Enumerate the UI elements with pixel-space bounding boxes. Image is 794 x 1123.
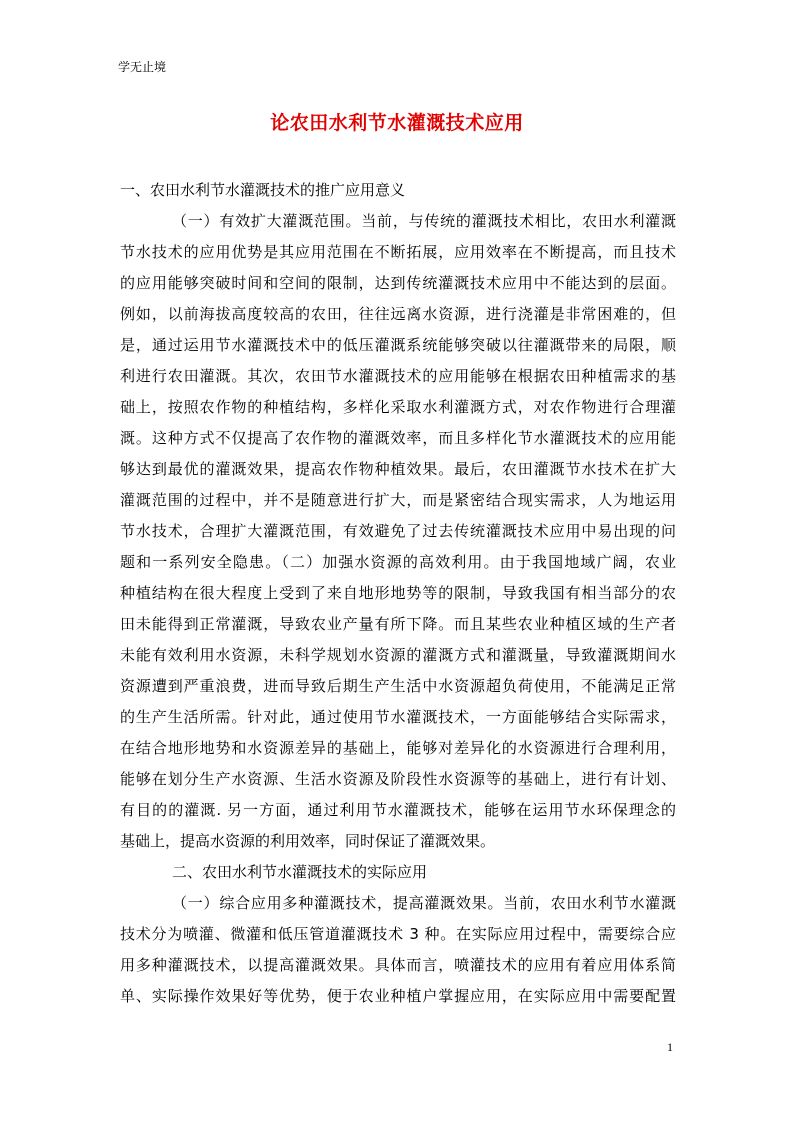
- page-number: 1: [667, 1040, 673, 1054]
- running-header: 学无止境: [118, 60, 167, 74]
- text-line: 节水技术，合理扩大灌溉范围，有效避免了过去传统灌溉技术应用中易出现的问: [120, 522, 676, 540]
- text-line: 用多种灌溉技术，以提高灌溉效果。具体而言，喷灌技术的应用有着应用体系简: [120, 956, 676, 974]
- text-line: 种植结构在很大程度上受到了来自地形地势等的限制，导致我国有相当部分的农: [120, 584, 676, 602]
- text-line: 田未能得到正常灌溉，导致农业产量有所下降。而且某些农业种植区域的生产者: [120, 615, 676, 633]
- text-line: 技术分为喷灌、微灌和低压管道灌溉技术 3 种。在实际应用过程中，需要综合应: [120, 925, 676, 943]
- text-line: 利进行农田灌溉。其次，农田节水灌溉技术的应用能够在根据农田种植需求的基: [120, 367, 676, 385]
- text-line: 一、农田水利节水灌溉技术的推广应用意义: [120, 181, 406, 199]
- text-line: 题和一系列安全隐患。（二）加强水资源的高效利用。由于我国地域广阔，农业: [120, 553, 676, 571]
- text-line: 二、农田水利节水灌溉技术的实际应用: [172, 863, 428, 881]
- text-line: 基础上，提高水资源的利用效率，同时保证了灌溉效果。: [120, 832, 496, 850]
- text-line: 的应用能够突破时间和空间的限制，达到传统灌溉技术应用中不能达到的层面。: [120, 274, 676, 292]
- text-line: 资源遭到严重浪费，进而导致后期生产生活中水资源超负荷使用，不能满足正常: [120, 677, 676, 695]
- text-line: 溉。这种方式不仅提高了农作物的灌溉效率，而且多样化节水灌溉技术的应用能: [120, 429, 676, 447]
- text-line: 单、实际操作效果好等优势，便于农业种植户掌握应用，在实际应用中需要配置: [120, 987, 676, 1005]
- text-line: （一）综合应用多种灌溉技术，提高灌溉效果。当前，农田水利节水灌溉: [172, 894, 676, 912]
- text-line: 有目的的灌溉. 另一方面，通过利用节水灌溉技术，能够在运用节水环保理念的: [120, 801, 676, 819]
- document-body: [120, 175, 676, 1012]
- text-line: 的生产生活所需。针对此，通过使用节水灌溉技术，一方面能够结合实际需求，: [120, 708, 676, 726]
- text-line: 节水技术的应用优势是其应用范围在不断拓展，应用效率在不断提高，而且技术: [120, 243, 676, 261]
- text-line: 例如，以前海拔高度较高的农田，往往远离水资源，进行浇灌是非常困难的，但: [120, 305, 676, 323]
- document-title: 论农田水利节水灌溉技术应用: [270, 112, 524, 134]
- text-line: 未能有效利用水资源，未科学规划水资源的灌溉方式和灌溉量，导致灌溉期间水: [120, 646, 676, 664]
- text-line: 础上，按照农作物的种植结构，多样化采取水利灌溉方式，对农作物进行合理灌: [120, 398, 676, 416]
- text-line: 在结合地形地势和水资源差异的基础上，能够对差异化的水资源进行合理利用，: [120, 739, 676, 757]
- text-line: 够达到最优的灌溉效果，提高农作物种植效果。最后，农田灌溉节水技术在扩大: [120, 460, 676, 478]
- text-line: 能够在划分生产水资源、生活水资源及阶段性水资源等的基础上，进行有计划、: [120, 770, 676, 788]
- text-line: 是，通过运用节水灌溉技术中的低压灌溉系统能够突破以往灌溉带来的局限，顺: [120, 336, 676, 354]
- text-line: 灌溉范围的过程中，并不是随意进行扩大，而是紧密结合现实需求，人为地运用: [120, 491, 676, 509]
- text-line: （一）有效扩大灌溉范围。当前，与传统的灌溉技术相比，农田水利灌溉: [172, 212, 676, 230]
